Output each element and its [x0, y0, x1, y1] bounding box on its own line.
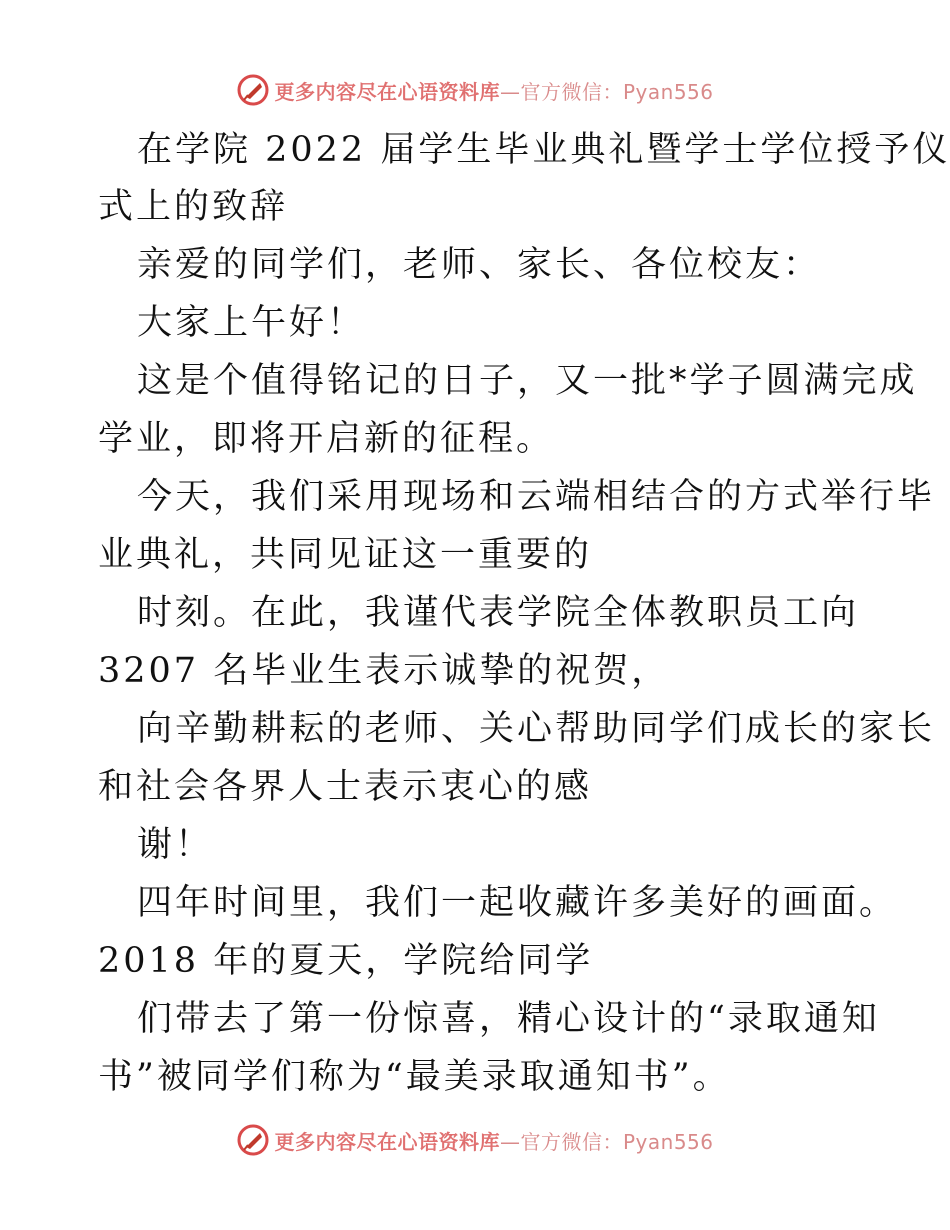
paragraph-line: 2018 年的夏天，学院给同学 — [98, 941, 594, 981]
watermark-brand: 更多内容尽在心语资料库 — [274, 79, 500, 104]
quill-logo-icon — [236, 73, 270, 107]
paragraph-line: 们带去了第一份惊喜，精心设计的“录取通知 — [137, 999, 880, 1039]
watermark-wechat: Pyan556 — [622, 1129, 714, 1154]
footer-watermark — [0, 1120, 950, 1160]
quill-logo-icon — [236, 1123, 270, 1157]
paragraph-line: 3207 名毕业生表示诚挚的祝贺， — [98, 651, 670, 691]
paragraph-line: 时刻。在此，我谨代表学院全体教职员工向 — [137, 593, 860, 633]
paragraph-line: 大家上午好！ — [137, 303, 366, 343]
watermark-sep: — — [499, 79, 521, 104]
paragraph-line: 谢！ — [137, 825, 214, 865]
paragraph-line: 业典礼，共同见证这一重要的 — [98, 535, 593, 575]
paragraph-line: 式上的致辞 — [98, 187, 289, 227]
paragraph-line: 今天，我们采用现场和云端相结合的方式举行毕 — [137, 477, 936, 517]
paragraph-line: 亲爱的同学们，老师、家长、各位校友： — [137, 245, 822, 285]
paragraph-line: 和社会各界人士表示衷心的感 — [98, 767, 593, 807]
paragraph-line: 向辛勤耕耘的老师、关心帮助同学们成长的家长 — [137, 709, 936, 749]
watermark-wechat: Pyan556 — [622, 79, 714, 104]
header-watermark — [0, 70, 950, 110]
watermark-brand: 更多内容尽在心语资料库 — [274, 1129, 500, 1154]
paragraph-line: 四年时间里，我们一起收藏许多美好的画面。 — [137, 883, 898, 923]
paragraph-line: 在学院 2022 届学生毕业典礼暨学士学位授予仪 — [137, 130, 950, 170]
paragraph-line: 书”被同学们称为“最美录取通知书”。 — [98, 1057, 731, 1097]
watermark-official: 官方微信： — [520, 1129, 623, 1154]
watermark-official: 官方微信： — [520, 79, 623, 104]
paragraph-line: 学业，即将开启新的征程。 — [98, 419, 555, 459]
paragraph-line: 这是个值得铭记的日子，又一批*学子圆满完成 — [137, 361, 918, 401]
watermark-sep: — — [499, 1129, 521, 1154]
